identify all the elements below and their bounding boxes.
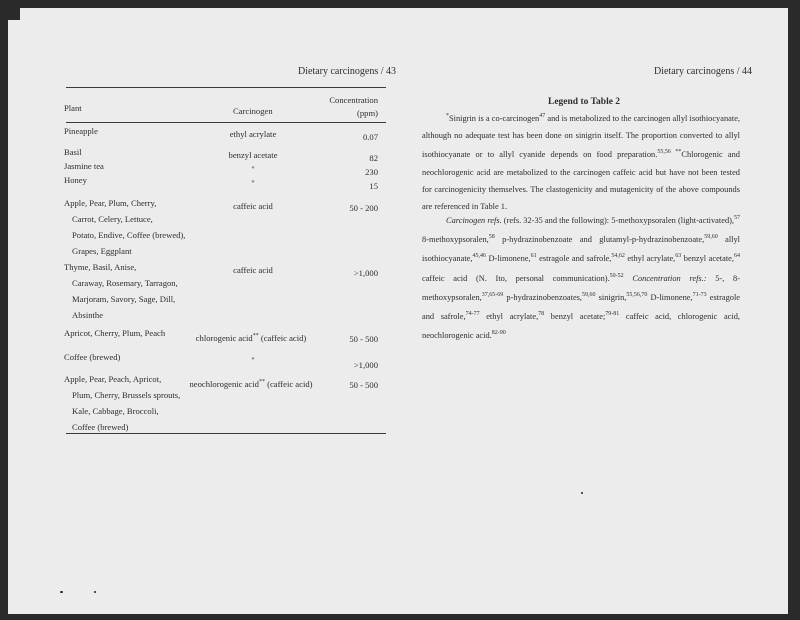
refs-text: estragole and safrole, [422,292,740,322]
carcinogen-name: " [251,178,255,188]
footnote-marker: ** [252,333,259,339]
column-header-concentration: Concentration [329,95,378,105]
ref-sup: 63 [675,253,682,260]
carcinogen-name: " [251,164,255,174]
table-cell-plant: Thyme, Basil, Anise, [64,262,137,272]
table-cell-concentration: 50 - 500 [349,334,378,344]
running-header-left: Dietary carcinogens / 43 [298,66,397,77]
column-header-carcinogen: Carcinogen [233,106,273,116]
table-cell-plant: Absinthe [72,310,104,320]
refs-text: allyl isothiocyanate, [422,235,740,264]
carcinogen-refs-label: Carcinogen refs. [446,216,502,225]
footnote-star: ** [670,149,682,156]
scan-speck [94,591,96,593]
footnote-marker: ** [258,379,265,385]
refs-text: D-limonene, [647,292,693,302]
concentration-refs-label: Concentration refs.: [632,273,707,283]
table-cell-carcinogen [173,163,333,176]
table-cell-plant: Basil [64,147,82,157]
table-cell-carcinogen [176,376,326,391]
column-header-ppm: (ppm) [356,108,378,118]
carcinogen-name: benzyl acetate [228,150,278,160]
refs-text: benzyl acetate, [681,254,734,264]
ref-sup: 79-81 [605,311,620,318]
footnote-star: * [446,113,449,119]
table-cell-plant: Carrot, Celery, Lettuce, [72,214,153,224]
legend-text: Chlorogenic and neochlorogenic acid are metabolized to the carcinogen caffeic acid but have not been tested for carcinogenicity themselves. The clastogenicity and mutagenicity of the above compounds are referenced in Table 1. [422,150,740,212]
table-cell-plant: Apple, Pear, Plum, Cherry, [64,198,157,208]
refs-text: ethyl acrylate, [624,254,676,264]
refs-text: 8-methoxypsoralen, [422,235,489,245]
table-cell-concentration: >1,000 [353,360,378,370]
table-cell-plant: Jasmine tea [64,161,104,171]
ref-sup: 54,62 [611,253,625,260]
legend-text: and is metabolized to the carcinogen allyl isothiocyanate, although no adequate test has been done on sinigrin itself. The proportion converted to allyl isothiocyanate or to allyl cyanide depends on food preparation. [422,114,741,160]
ref-sup: 58 [488,234,495,241]
legend-title: Legend to Table 2 [548,97,621,107]
table-cell-plant: Plum, Cherry, Brussels sprouts, [72,390,181,400]
ref-sup: 55,56 [657,149,671,156]
refs-text: p-hydrazinobenzoate and glutamyl-p-hydrazinobenzoate, [494,235,705,245]
table-cell-plant: Caraway, Rosemary, Tarragon, [72,278,178,288]
carcinogen-name: ethyl acrylate [229,129,277,139]
scan-corner [8,8,20,20]
table-cell-plant: Grapes, Eggplant [72,246,132,256]
refs-text: 5-, 8-methoxypsoralen, [422,273,740,302]
table-cell-plant: Coffee (brewed) [72,422,129,432]
carcinogen-name: neochlorogenic acid [189,379,259,389]
table-cell-plant: Honey [64,175,87,185]
table-cell-carcinogen [173,128,333,141]
ref-sup: 45,46 [472,253,486,260]
ref-sup: 61 [530,253,537,260]
table-cell-plant: Marjoram, Savory, Sage, Dill, [72,294,176,304]
refs-text: ethyl acrylate, [479,312,539,322]
ref-sup: 47 [539,113,546,119]
table-top-rule [66,87,386,88]
ref-sup: 74-77 [465,311,480,318]
carcinogen-name: caffeic acid [233,201,273,211]
scan-speck [581,492,583,494]
table-cell-plant: Kale, Cabbage, Broccoli, [72,406,159,416]
table-cell-concentration: 15 [369,181,378,191]
ref-sup: 55,56,70 [626,291,648,298]
carcinogen-name: chlorogenic acid [195,333,253,343]
table-cell-carcinogen [173,264,333,277]
column-header-plant: Plant [64,103,82,113]
table-cell-concentration: 50 - 200 [349,203,378,213]
refs-text: p-hydrazinobenzoates, [503,292,583,302]
refs-text: (refs. 32-35 and the following): 5-methoxypsoralen (light-activated), [501,216,735,225]
running-header-right: Dietary carcinogens / 44 [654,66,753,77]
refs-text: D-limonene, [485,254,531,264]
table-bottom-rule [66,433,386,434]
table-cell-concentration: 0.07 [362,132,378,142]
ref-sup: 71-73 [692,291,707,298]
legend-paragraph-1 [422,108,740,215]
scan-speck [60,591,63,593]
carcinogen-name: " [251,355,255,365]
table-header-rule [66,122,386,123]
ref-sup: 37,65-69 [481,291,504,298]
table-cell-plant: Pineapple [64,126,98,136]
refs-text: benzyl acetate; [544,312,606,322]
table-cell-plant: Apricot, Cherry, Plum, Peach [64,328,166,338]
carcinogen-name: caffeic acid [233,265,273,275]
table-cell-carcinogen [173,177,333,190]
table-cell-carcinogen [173,149,333,162]
ref-sup: 64 [733,253,740,260]
table-cell-plant: Potato, Endive, Coffee (brewed), [72,230,186,240]
ref-sup: 57 [734,215,741,221]
carcinogen-note: (caffeic acid) [258,333,307,343]
refs-text: caffeic acid (N. Ito, personal communication). [422,273,610,283]
refs-text: estragole and safrole, [536,254,612,264]
ref-sup: 82-90 [491,330,506,337]
ref-sup: 59,60 [582,291,596,298]
carcinogen-note: (caffeic acid) [264,379,313,389]
legend-paragraph-2 [422,210,740,344]
legend-text: Sinigrin is a co-carcinogen [449,114,540,123]
ref-sup: 50-52 [609,272,624,279]
table-cell-concentration: 50 - 500 [349,380,378,390]
table-cell-carcinogen [176,330,326,345]
ref-sup: 78 [538,311,545,318]
ref-sup: 59,60 [704,234,718,241]
table-cell-concentration: >1,000 [353,268,378,278]
table-cell-concentration: 230 [365,167,378,177]
refs-text: caffeic acid, chlorogenic acid, neochlorogenic acid. [422,312,740,341]
scanned-page [8,8,788,614]
table-cell-concentration: 82 [369,153,378,163]
table-cell-plant: Apple, Pear, Peach, Apricot, [64,374,162,384]
table-cell-carcinogen [173,200,333,213]
refs-text: sinigrin, [595,292,627,302]
table-cell-plant: Coffee (brewed) [64,352,121,362]
table-cell-carcinogen [173,354,333,367]
